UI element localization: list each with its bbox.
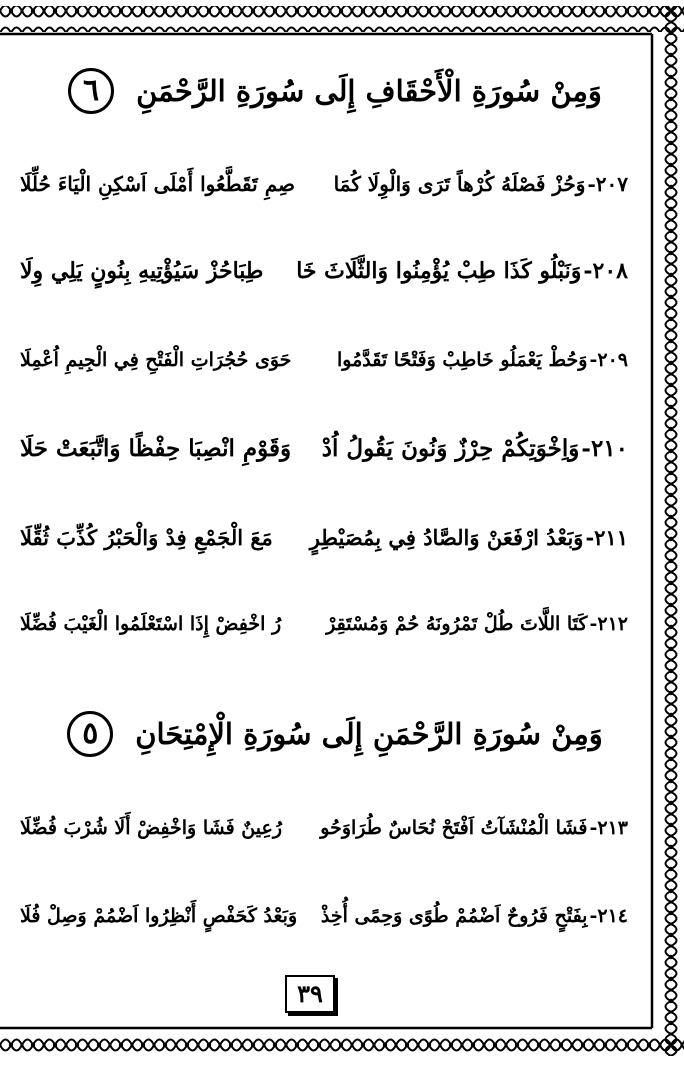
- verse-second-hemistich: رُعِينٌ فَشَا وَاخْفِضْ أَلَا شُرْبَ فُضِّلَا: [20, 816, 282, 839]
- verse-number: ٢١٤-: [589, 904, 628, 927]
- verse-second-hemistich: صِمِ تَقَطَّعُوا أَمْلَى اَسْكِنِ الْيَاءَ حُلِّلَا: [20, 172, 295, 196]
- verse-second-hemistich: وَقَوْمِ انْصِبَا حِفْظًا وَاتَّبَعَتْ حَلَا: [20, 434, 292, 462]
- section-heading-1: [60, 56, 610, 126]
- verse-second-hemistich: وَبَعْدُ كَحَفْصٍ أَنْظِرُوا اَضْمُمْ وَصِلْ فُلَا: [20, 904, 298, 927]
- verse-first-text: كَتَا اللَّاتَ طُلْ تَمْرُونَهُ حُمْ وَمُسْتَقِرْ: [326, 612, 588, 635]
- verse-number: ٢١٠-: [581, 434, 628, 462]
- verse-second-hemistich: طِبَاحُزْ سَيُؤْتِيهِ بِنُونٍ يَلِي وِلَا: [20, 258, 264, 284]
- section-title: وَمِنْ سُورَةِ الرَّحْمَنِ إِلَى سُورَةِ الْإِمْتِحَانِ: [135, 716, 603, 751]
- verse-first-text: وَبَعْدُ ارْفَعَنْ وَالصَّادُ فِي بِمُصَيْطِرٍ: [309, 524, 584, 550]
- verse-line: [20, 418, 628, 478]
- verse-first-hemistich: [321, 434, 628, 462]
- verse-line: [20, 798, 628, 858]
- verse-first-hemistich: [309, 524, 628, 550]
- verse-first-text: وَاِخْوَتِكُمْ حِرْزٌ وَنُونَ يَقُولُ اُدْ: [321, 434, 580, 462]
- verse-number: ٢١٢-: [589, 612, 628, 635]
- verse-first-hemistich: [326, 612, 628, 635]
- verse-first-hemistich: [337, 348, 628, 371]
- verse-first-hemistich: [320, 904, 628, 927]
- verse-line: [20, 241, 628, 301]
- verse-line: [20, 330, 628, 390]
- page-number-box: ٣٩: [285, 975, 335, 1013]
- section-title: وَمِنْ سُورَةِ الْأَحْقَافِ إِلَى سُورَةِ الرَّحْمَنِ: [136, 73, 602, 108]
- verse-first-text: بِفَتْحٍ فَرُوحٌ اَضْمُمْ طُوًى وَحِمًى أُخِذْ: [320, 904, 588, 927]
- verse-number: ٢١٣-: [589, 816, 628, 839]
- verse-first-text: وَحُطْ يَعْمَلُو خَاطِبْ وَفَتْحًا تَقَدَّمُوا: [337, 348, 588, 371]
- verse-number: ٢١١-: [585, 524, 628, 550]
- verse-first-hemistich: [334, 174, 628, 194]
- section-number-badge: ٥: [67, 711, 113, 757]
- section-heading-2: [60, 699, 610, 769]
- verse-second-hemistich: مَعَ الْجَمْعِ فِدْ وَالْحَبْرُ كُذِّبَ ثُقِّلَا: [20, 524, 273, 550]
- verse-line: [20, 507, 628, 567]
- section-number-badge: ٦: [68, 68, 114, 114]
- verse-first-text: وَنَبْلُو كَذَا طِبْ يُؤْمِنُوا وَالثَّلَاثَ خَا: [296, 258, 582, 284]
- verse-number: ٢٠٩-: [589, 348, 628, 371]
- verse-second-hemistich: حَوَى حُجُرَاتِ الْفَتْحِ فِي الْجِيمِ اُعْمِلَا: [20, 348, 292, 371]
- verse-number: ٢٠٧-: [587, 172, 628, 196]
- verse-first-text: فَشَا الْمُنْشَآتُ اَفْتَحْ نُحَاسٌ طُرَاوَحُو: [320, 816, 588, 839]
- verse-line: [20, 594, 628, 654]
- verse-line: [20, 154, 628, 214]
- verse-second-hemistich: رُ اخْفِضْ إِذَا اسْتَعْلَمُوا الْغَيْبَ فُضِّلَا: [20, 612, 282, 635]
- verse-first-text: وَحُزْ فَصْلَهُ كُرْهاً تَرَى وَالْوِلَا كُمَا: [333, 172, 586, 196]
- verse-first-hemistich: [320, 816, 628, 839]
- verse-first-hemistich: [296, 260, 628, 282]
- page-content: [20, 44, 630, 1014]
- verse-line: [20, 886, 628, 946]
- verse-number: ٢٠٨-: [583, 258, 628, 284]
